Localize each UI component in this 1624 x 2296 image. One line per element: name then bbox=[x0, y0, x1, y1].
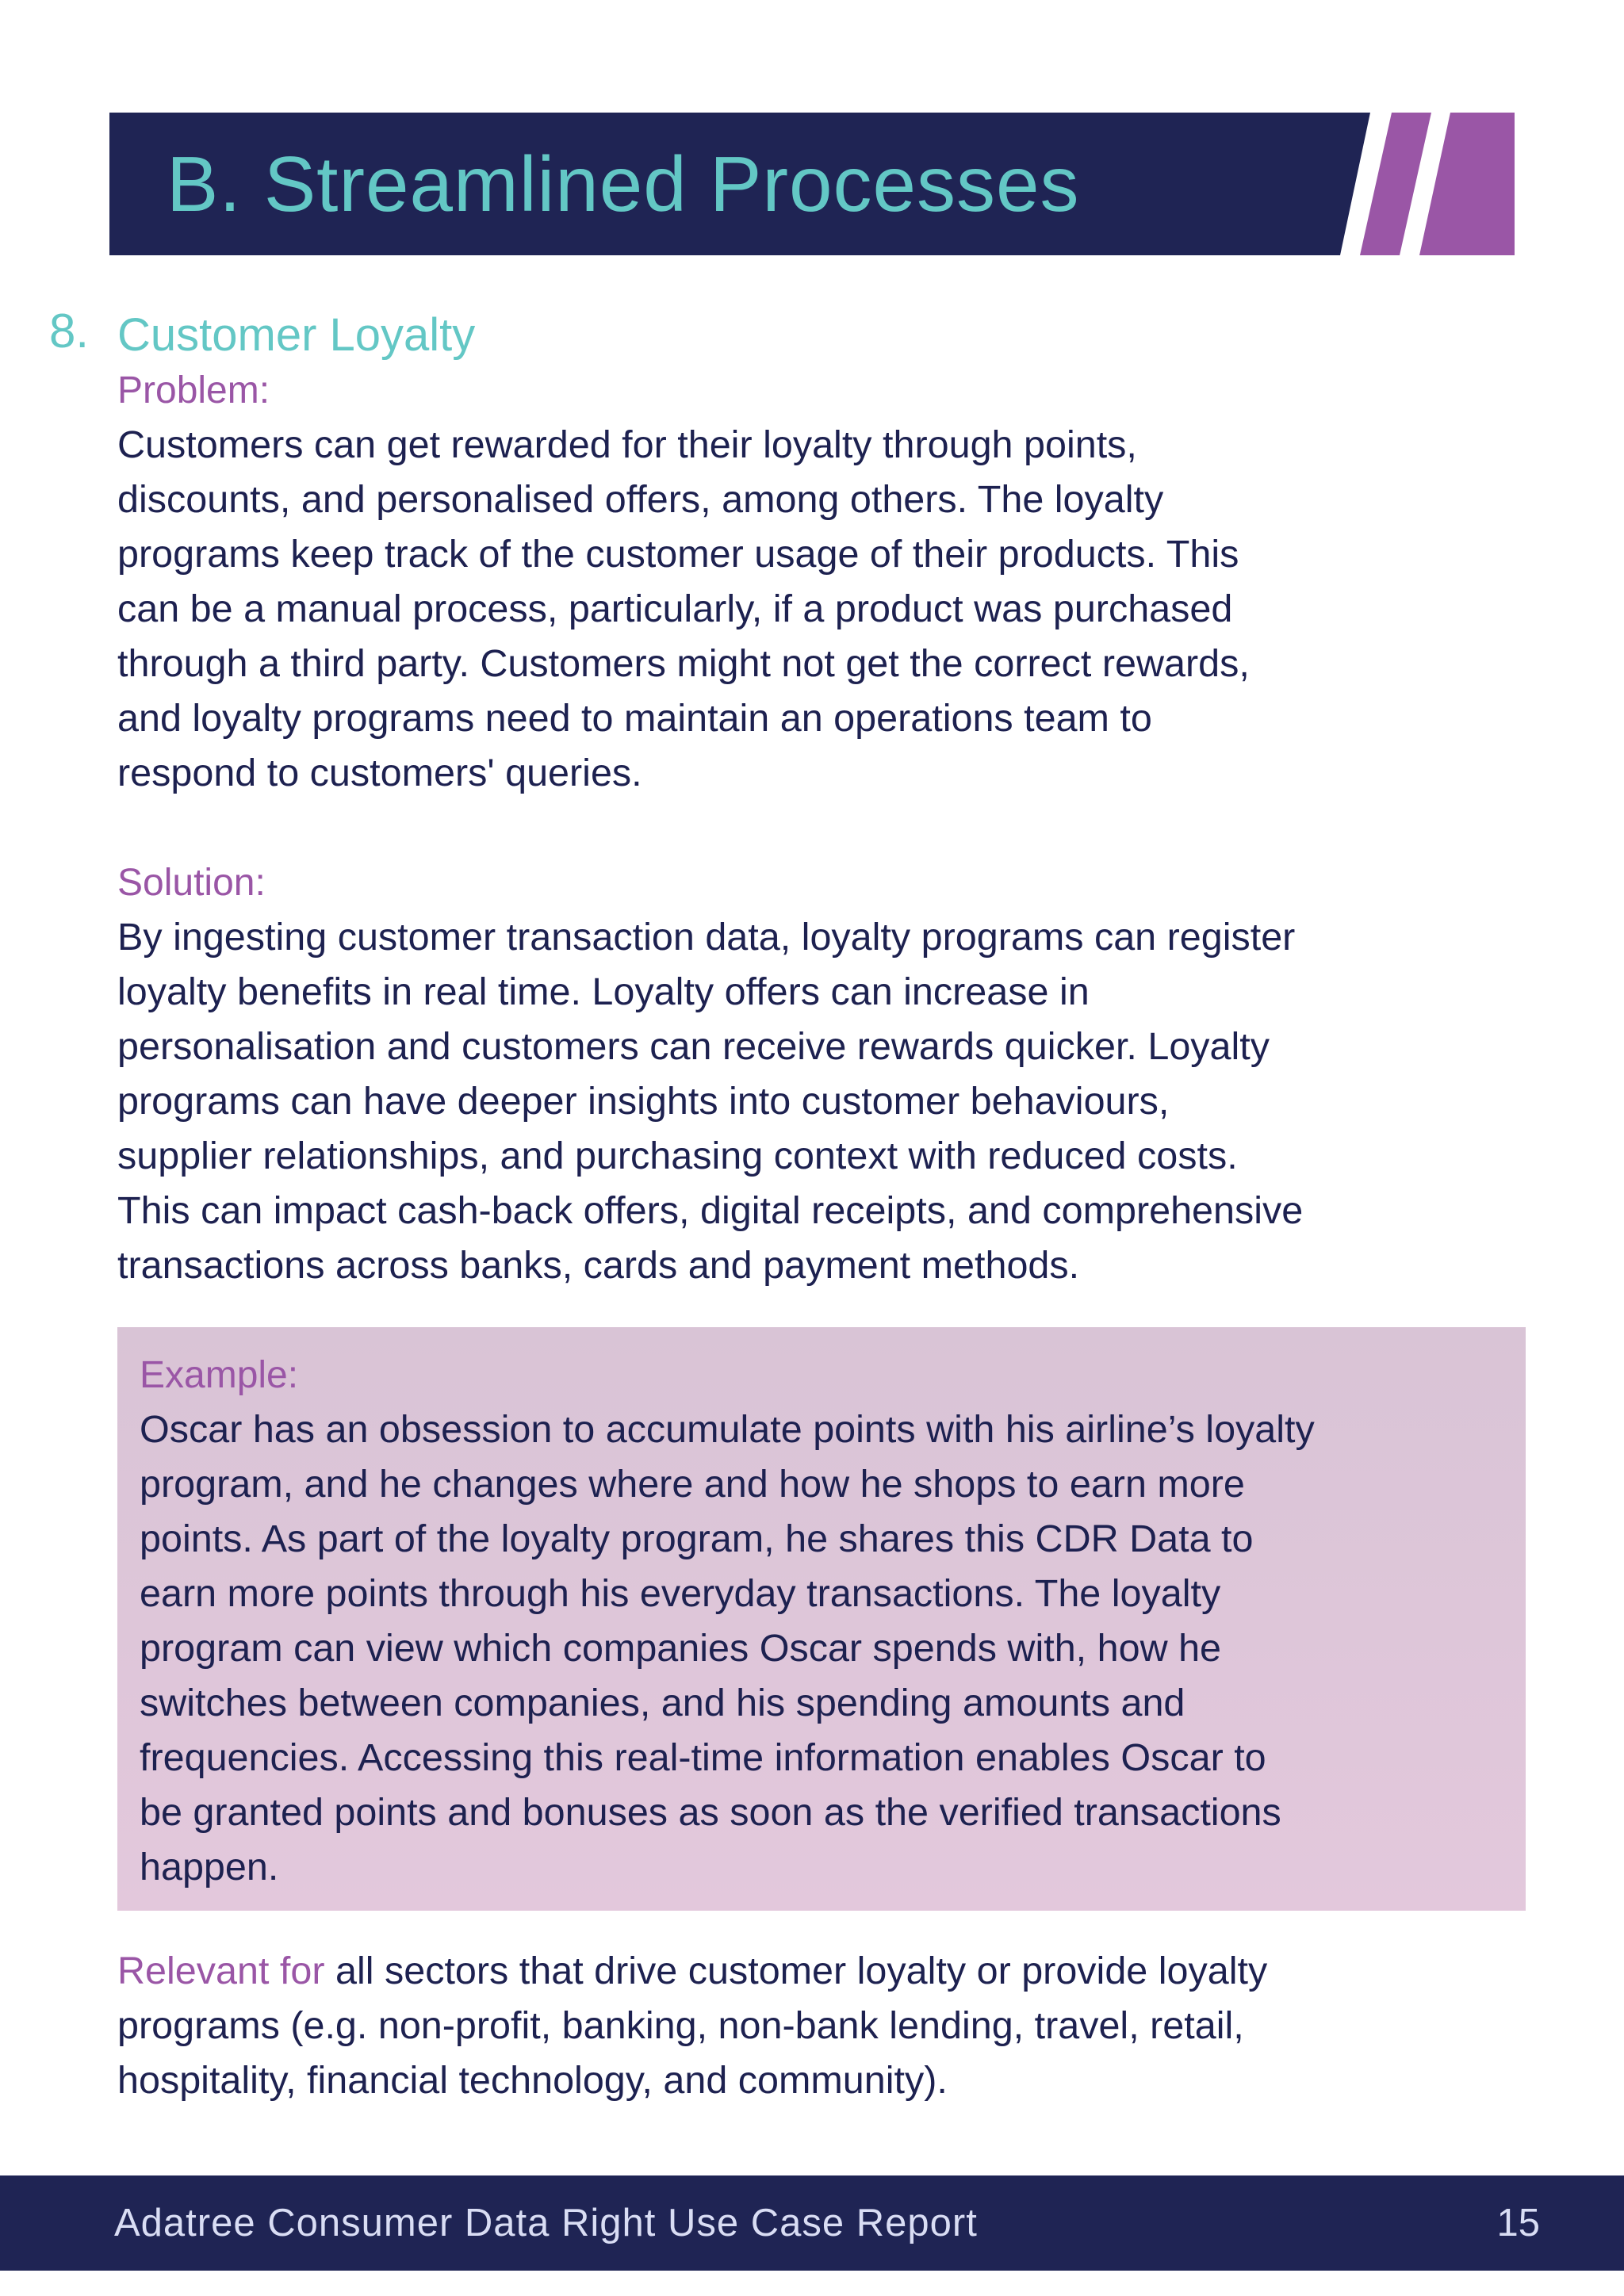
relevant-for-label: Relevant for bbox=[117, 1950, 325, 1992]
example-line: switches between companies, and his spending amounts and bbox=[140, 1682, 1185, 1724]
example-label: Example: bbox=[140, 1354, 299, 1396]
example-line: happen. bbox=[140, 1846, 279, 1888]
section-number: 8. bbox=[49, 304, 90, 358]
page-title: B. Streamlined Processes bbox=[167, 140, 1080, 228]
solution-line: This can impact cash-back offers, digital receipts, and comprehensive bbox=[117, 1189, 1304, 1232]
solution-label: Solution: bbox=[117, 862, 266, 904]
problem-line: and loyalty programs need to maintain an operations team to bbox=[117, 697, 1152, 740]
problem-line: through a third party. Customers might not get the correct rewards, bbox=[117, 642, 1250, 685]
example-line: program can view which companies Oscar spends with, how he bbox=[140, 1627, 1222, 1670]
solution-line: supplier relationships, and purchasing context with reduced costs. bbox=[117, 1135, 1238, 1177]
relevant-line-first bbox=[117, 1944, 1529, 1999]
example-line: program, and he changes where and how he shops to earn more bbox=[140, 1463, 1245, 1506]
solution-line: programs can have deeper insights into customer behaviours, bbox=[117, 1080, 1170, 1123]
solution-line: personalisation and customers can receive rewards quicker. Loyalty bbox=[117, 1025, 1270, 1068]
problem-label: Problem: bbox=[117, 369, 270, 411]
relevant-for-paragraph bbox=[117, 1944, 1529, 2108]
header-banner-stripe-1 bbox=[1360, 113, 1431, 255]
relevant-line: hospitality, financial technology, and community). bbox=[117, 2059, 948, 2102]
relevant-line: all sectors that drive customer loyalty or provide loyalty bbox=[324, 1950, 1268, 1992]
solution-line: transactions across banks, cards and payment methods. bbox=[117, 1244, 1080, 1287]
example-line: be granted points and bonuses as soon as the verified transactions bbox=[140, 1791, 1281, 1834]
problem-paragraph bbox=[117, 418, 1529, 801]
example-callout bbox=[117, 1327, 1526, 1911]
example-line: points. As part of the loyalty program, he shares this CDR Data to bbox=[140, 1517, 1254, 1560]
solution-line: loyalty benefits in real time. Loyalty offers can increase in bbox=[117, 970, 1090, 1013]
relevant-line: programs (e.g. non-profit, banking, non-bank lending, travel, retail, bbox=[117, 2004, 1244, 2047]
header-banner-stripe-2 bbox=[1419, 113, 1515, 255]
example-line: Oscar has an obsession to accumulate points with his airline’s loyalty bbox=[140, 1408, 1315, 1451]
example-line: earn more points through his everyday transactions. The loyalty bbox=[140, 1572, 1221, 1615]
problem-line: discounts, and personalised offers, among others. The loyalty bbox=[117, 478, 1164, 521]
header-banner bbox=[109, 113, 1515, 255]
footer-report-title: Adatree Consumer Data Right Use Case Report bbox=[114, 2202, 978, 2244]
solution-line: By ingesting customer transaction data, loyalty programs can register bbox=[117, 916, 1296, 959]
problem-line: respond to customers' queries. bbox=[117, 752, 642, 794]
problem-line: can be a manual process, particularly, if a product was purchased bbox=[117, 587, 1233, 630]
problem-line: Customers can get rewarded for their loyalty through points, bbox=[117, 423, 1137, 466]
main-content bbox=[117, 363, 1529, 2108]
problem-line: programs keep track of the customer usage of their products. This bbox=[117, 533, 1239, 576]
footer bbox=[0, 2175, 1624, 2271]
page-number: 15 bbox=[1496, 2202, 1540, 2244]
solution-paragraph bbox=[117, 910, 1529, 1293]
paragraph-spacer bbox=[117, 801, 1529, 855]
section-title: Customer Loyalty bbox=[117, 309, 476, 361]
example-line: frequencies. Accessing this real-time information enables Oscar to bbox=[140, 1736, 1266, 1779]
